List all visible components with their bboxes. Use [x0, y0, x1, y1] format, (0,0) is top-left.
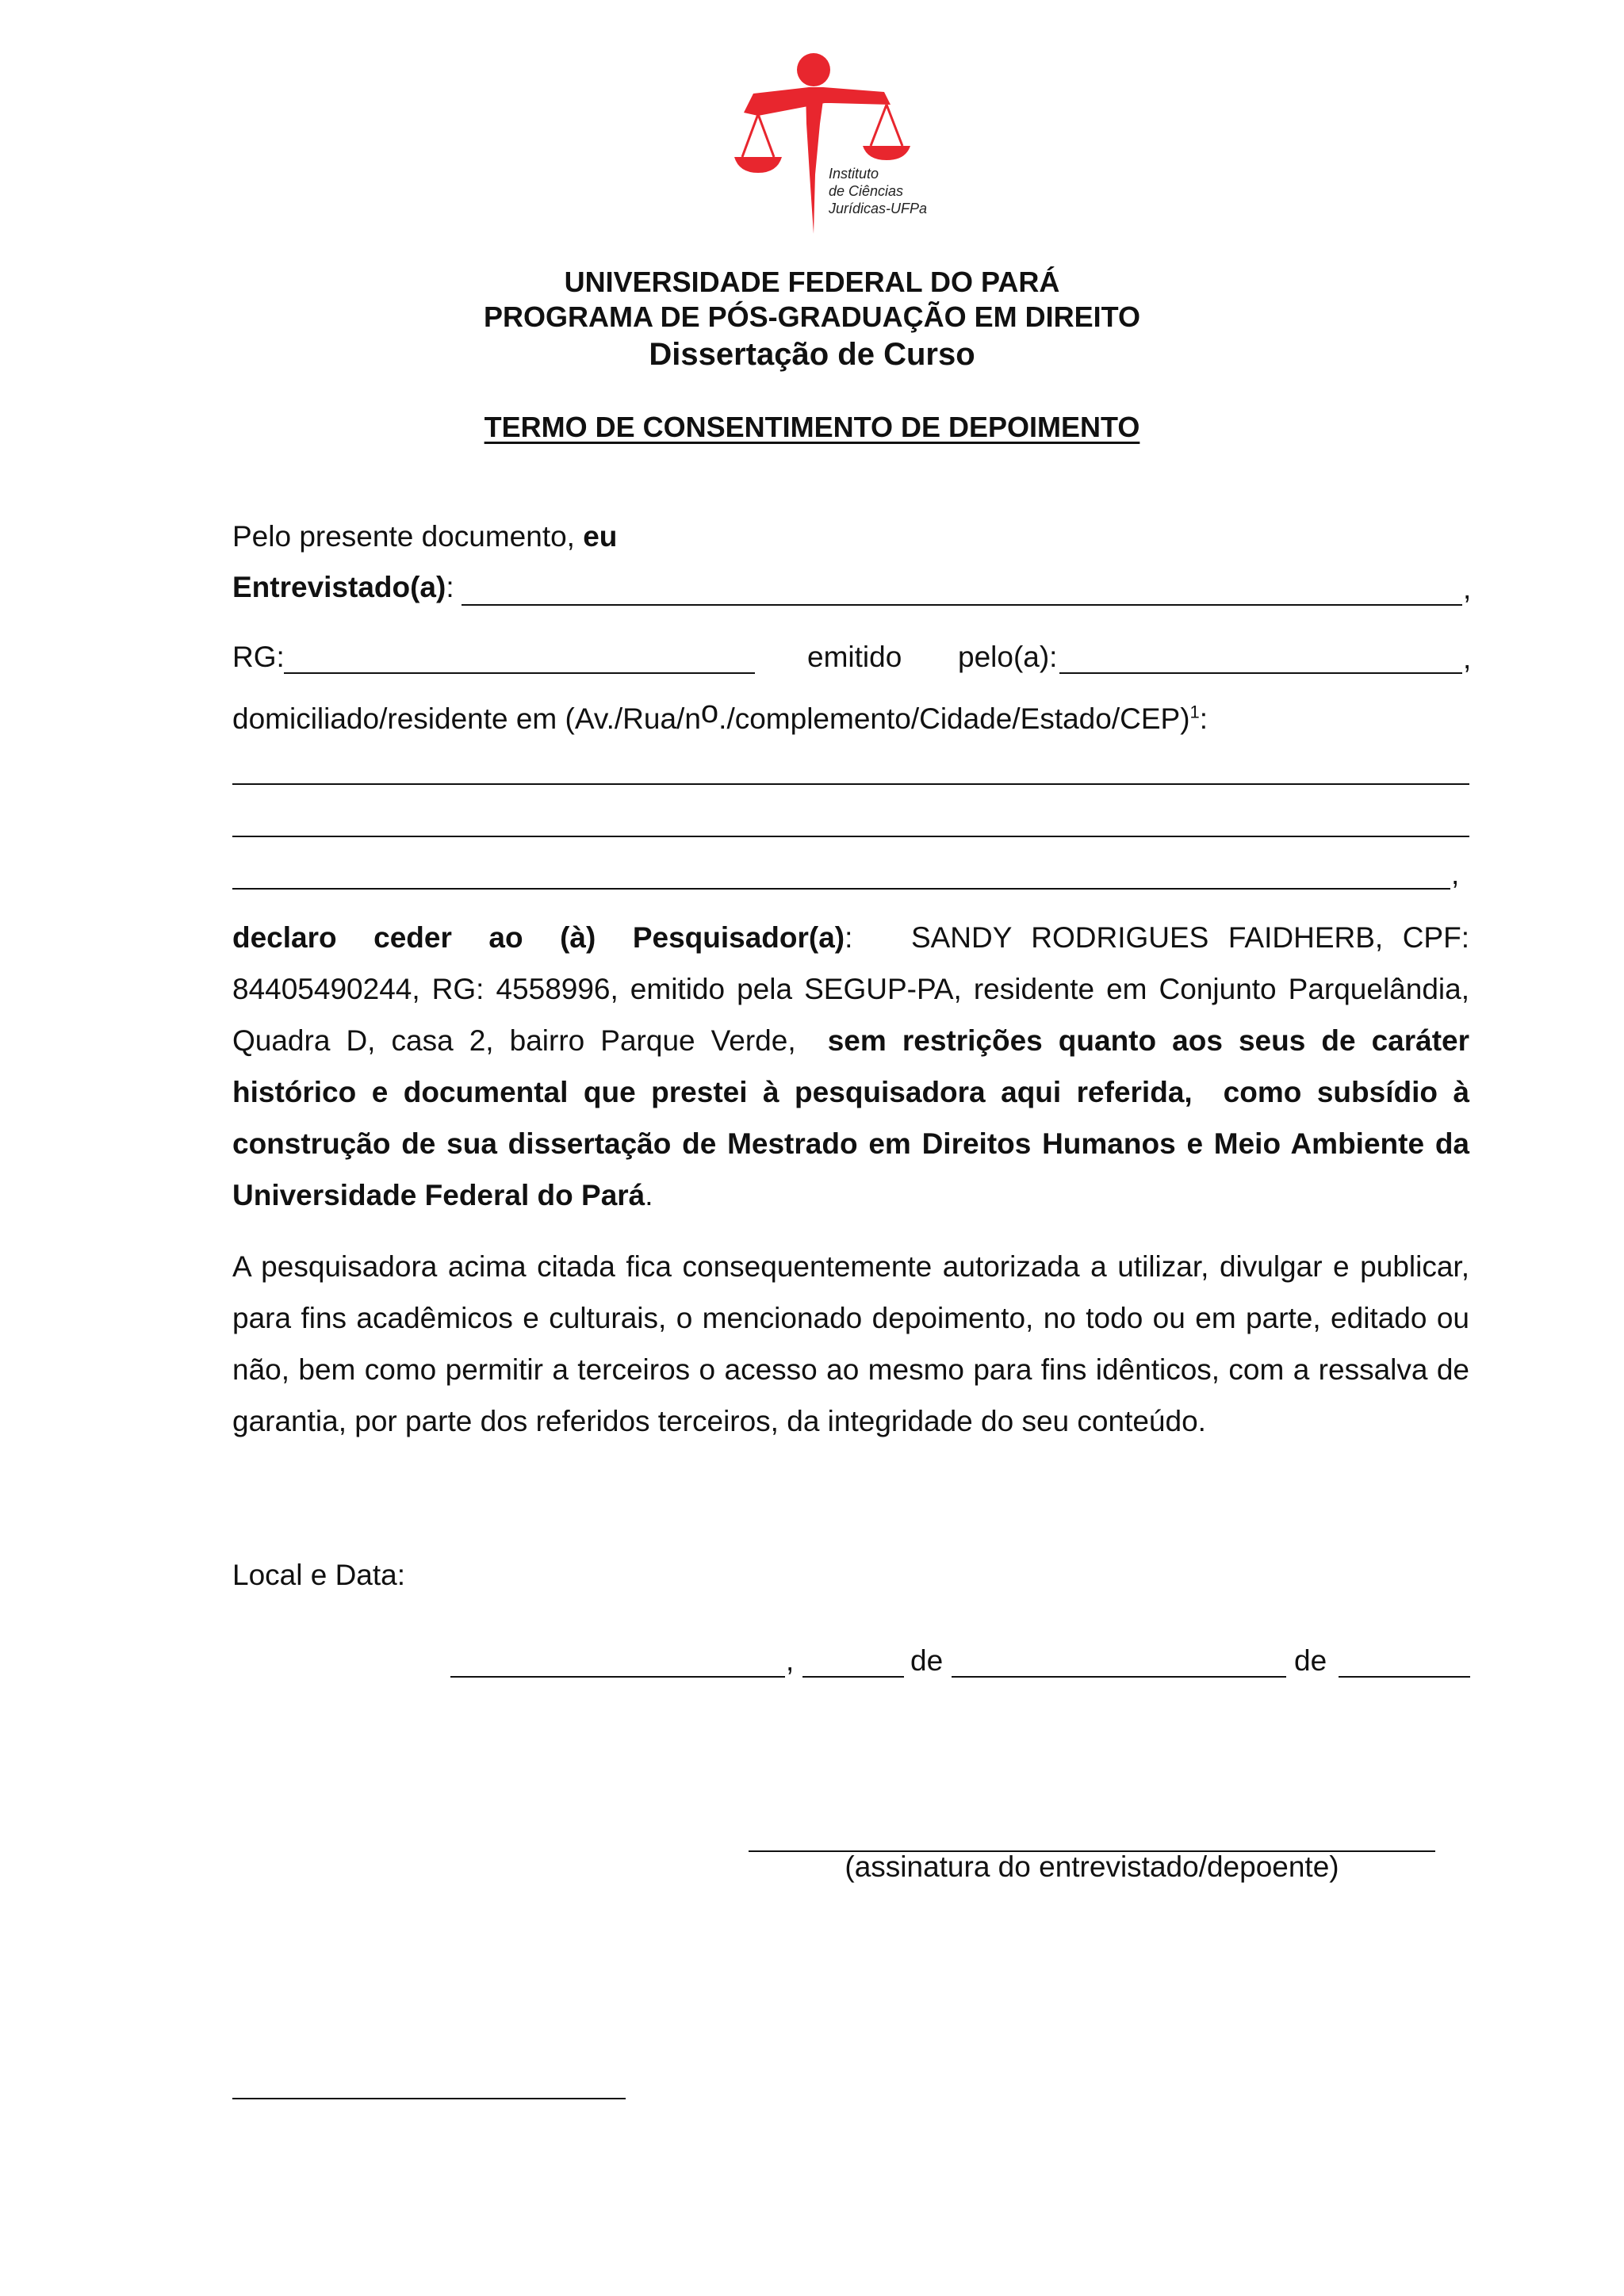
de-label-2: de	[1294, 1644, 1327, 1677]
footnote-separator	[232, 2098, 626, 2099]
interviewee-name-field[interactable]	[462, 604, 1462, 606]
document-title: TERMO DE CONSENTIMENTO DE DEPOIMENTO	[484, 411, 1140, 443]
de-label-1: de	[910, 1644, 944, 1677]
rg-label: RG:	[232, 641, 285, 673]
place-date-label: Local e Data:	[232, 1559, 406, 1591]
interviewee-colon: :	[446, 571, 454, 603]
rg-comma: ,	[1463, 642, 1472, 675]
address-field-line-2[interactable]	[232, 836, 1469, 837]
footnote-ref: 1	[1189, 702, 1200, 722]
intro-bold: eu	[583, 520, 618, 553]
place-comma: ,	[786, 1644, 795, 1677]
address-comma: ,	[1451, 858, 1460, 890]
logo-text-line2: de Ciências	[829, 183, 904, 199]
issuer-field[interactable]	[1059, 672, 1462, 674]
year-field[interactable]	[1339, 1676, 1470, 1678]
program-name: PROGRAMA DE PÓS-GRADUAÇÃO EM DIREITO	[483, 300, 1141, 333]
declaration-end: .	[645, 1179, 653, 1211]
day-field[interactable]	[802, 1676, 904, 1678]
declaration-colon: :	[845, 921, 853, 954]
issued-by-label: pelo(a):	[958, 641, 1058, 673]
declaration-lead: declaro ceder ao (à) Pesquisador(a)	[232, 921, 845, 954]
place-field[interactable]	[450, 1676, 785, 1678]
rg-field[interactable]	[284, 672, 755, 674]
address-label	[232, 695, 1208, 737]
interviewee-label: Entrevistado(a)	[232, 571, 446, 603]
address-colon: :	[1199, 702, 1208, 735]
researcher-info: SANDY RODRIGUES FAIDHERB, CPF: 84405490244, RG: 4558996, emitido pela SEGUP-PA, residente em Conjunto Parquelândia, Quadra D, casa 2, bairro Parque Verde,	[232, 921, 1469, 1057]
address-field-line-1[interactable]	[232, 783, 1469, 785]
address-field-line-3[interactable]	[232, 888, 1450, 890]
month-field[interactable]	[952, 1676, 1286, 1678]
issued-label: emitido	[807, 641, 902, 673]
address-label-suffix: ./complemento/Cidade/Estado/CEP)	[718, 702, 1190, 735]
signature-caption: (assinatura do entrevistado/depoente)	[845, 1850, 1339, 1883]
university-name: UNIVERSIDADE FEDERAL DO PARÁ	[564, 266, 1060, 298]
declaration-paragraph	[232, 912, 1469, 1221]
logo-text-line1: Instituto	[829, 166, 879, 182]
address-superscript-o: o	[700, 695, 719, 729]
interviewee-comma: ,	[1463, 572, 1472, 605]
interviewee-label-line	[232, 571, 454, 604]
intro-text: Pelo presente documento,	[232, 520, 575, 553]
authorization-paragraph: A pesquisadora acima citada fica consequentemente autorizada a utilizar, divulgar e publicar, para fins acadêmicos e culturais, o mencionado depoimento, no todo ou em parte, editado ou não, bem como permitir a terceiros o acesso ao mesmo para fins idênticos, com a ressalva de garantia, por parte dos referidos terceiros, da integridade do seu conteúdo.	[232, 1250, 1469, 1437]
intro-line	[232, 520, 617, 553]
course-name: Dissertação de Curso	[649, 337, 975, 372]
declaration-bold-part-2: como subsídio à construção de sua dissertação de Mestrado em Direitos Humanos e Meio Ambiente da Universidade Federal do Pará	[232, 1076, 1470, 1211]
declaration-bold-part: sem restrições quanto aos seus de caráter histórico e documental que prestei à pesquisadora aqui referida,	[232, 1024, 1469, 1108]
address-label-prefix: domiciliado/residente em (Av./Rua/n	[232, 702, 701, 735]
institute-logo	[730, 48, 936, 238]
logo-text-line3: Jurídicas-UFPa	[829, 201, 928, 216]
